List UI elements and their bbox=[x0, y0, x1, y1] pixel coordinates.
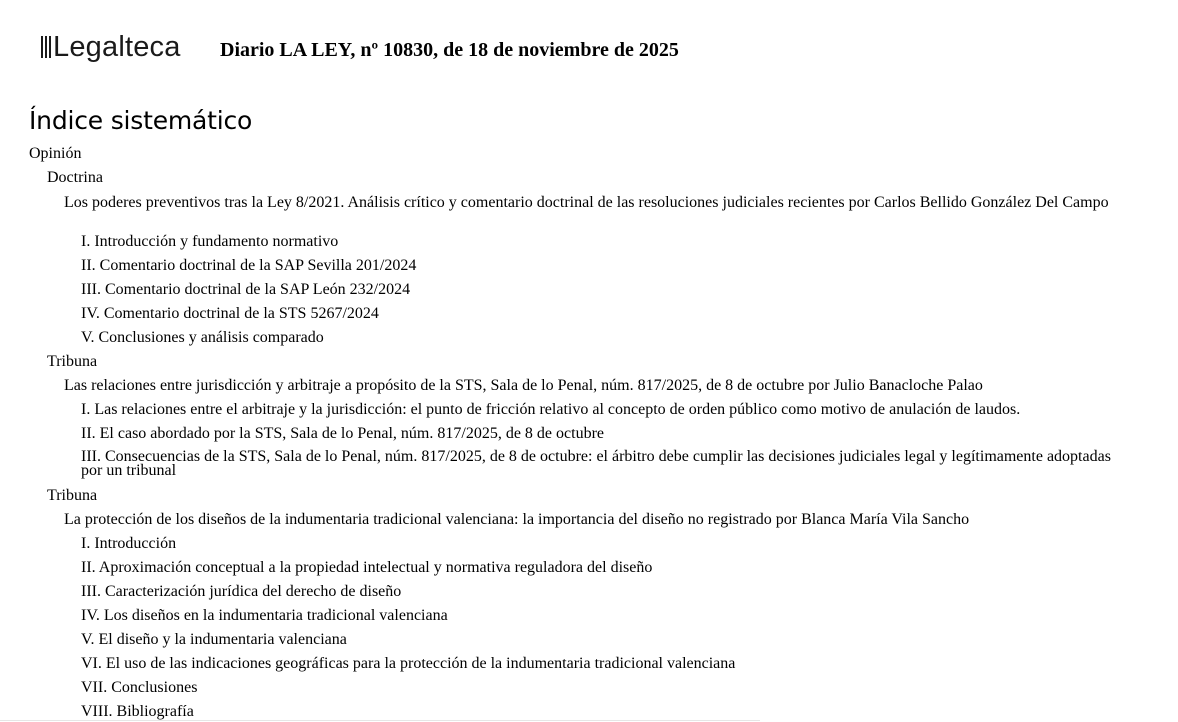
index-item-link[interactable]: VI. El uso de las indicaciones geográficas para la protección de la indumentaria tradicional valenciana bbox=[81, 655, 736, 672]
index-item-link[interactable]: I. Introducción bbox=[81, 535, 177, 552]
logo-text: Legalteca bbox=[53, 31, 181, 63]
index-item-link[interactable]: II. Comentario doctrinal de la SAP Sevilla 201/2024 bbox=[81, 257, 417, 274]
page-header bbox=[0, 0, 1178, 90]
index-article-link[interactable]: Los poderes preventivos tras la Ley 8/2021. Análisis crítico y comentario doctrinal de las resoluciones judiciales recientes por Carlos Bellido González Del Campo bbox=[64, 194, 1109, 211]
index-group-label: Tribuna bbox=[47, 487, 98, 504]
index-article-link[interactable]: Las relaciones entre jurisdicción y arbitraje a propósito de la STS, Sala de lo Penal, núm. 817/2025, de 8 de octubre por Julio Banacloche Palao bbox=[64, 377, 983, 394]
index-section: Opinión bbox=[29, 145, 82, 162]
index-item-link[interactable]: III. Consecuencias de la STS, Sala de lo Penal, núm. 817/2025, de 8 de octubre: el árbitro debe cumplir las decisiones judiciales legal y legítimamente adoptadas por un tribunal bbox=[81, 448, 1111, 479]
index-item-link[interactable]: III. Caracterización jurídica del derecho de diseño bbox=[81, 583, 402, 600]
index-item-link[interactable]: V. El diseño y la indumentaria valenciana bbox=[81, 631, 347, 648]
index-item-link[interactable]: VIII. Bibliografía bbox=[81, 703, 194, 720]
bottom-divider bbox=[0, 720, 760, 721]
index-group-label: Doctrina bbox=[47, 169, 103, 186]
index-article-link[interactable]: La protección de los diseños de la indumentaria tradicional valenciana: la importancia del diseño no registrado por Blanca María Vila Sancho bbox=[64, 511, 970, 528]
page-title: Índice sistemático bbox=[29, 106, 253, 135]
index-item-link[interactable]: VII. Conclusiones bbox=[81, 679, 198, 696]
index-item-link[interactable]: IV. Comentario doctrinal de la STS 5267/2024 bbox=[81, 305, 379, 322]
index-group-label: Tribuna bbox=[47, 353, 98, 370]
index-item-link[interactable]: V. Conclusiones y análisis comparado bbox=[81, 329, 324, 346]
index-item-link[interactable]: IV. Los diseños en la indumentaria tradicional valenciana bbox=[81, 607, 448, 624]
issue-title: Diario LA LEY, nº 10830, de 18 de noviembre de 2025 bbox=[220, 39, 679, 61]
index-item-link[interactable]: II. Aproximación conceptual a la propiedad intelectual y normativa reguladora del diseño bbox=[81, 559, 653, 576]
legalteca-logo[interactable] bbox=[41, 30, 181, 64]
logo-bars-icon bbox=[41, 36, 51, 58]
index-item-link[interactable]: I. Las relaciones entre el arbitraje y la jurisdicción: el punto de fricción relativo al concepto de orden público como motivo de anulación de laudos. bbox=[81, 401, 1021, 418]
index-item-link[interactable]: III. Comentario doctrinal de la SAP León 232/2024 bbox=[81, 281, 411, 298]
index-item-link[interactable]: I. Introducción y fundamento normativo bbox=[81, 233, 339, 250]
index-item-link[interactable]: II. El caso abordado por la STS, Sala de lo Penal, núm. 817/2025, de 8 de octubre bbox=[81, 425, 604, 442]
